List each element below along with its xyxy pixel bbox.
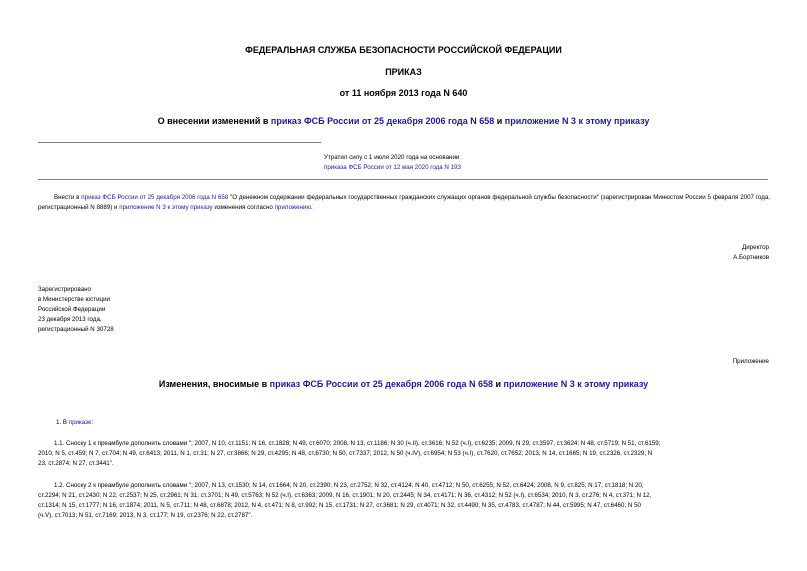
registration-line: Российской Федерации xyxy=(38,306,106,313)
title-prefix: О внесении изменений в xyxy=(157,116,271,126)
body-text-2: "О денежном содержании федеральных государственных гражданских служащих органов федеральной службы безопасности" (зарегистрирован Минюстом России 5 февраля 2007 года, регистрационный N 8889) и xyxy=(38,194,770,211)
divider-short xyxy=(38,142,321,143)
item-1-suffix: : xyxy=(91,419,94,426)
appendix-title-prefix: Изменения, вносимые в xyxy=(158,379,270,389)
appendix-title-middle: и xyxy=(492,379,504,389)
item-1-1-line: 23, ст.2874; N 27, ст.3441". xyxy=(38,460,114,467)
body-paragraph xyxy=(38,193,770,213)
body-text-1: Внести в xyxy=(54,194,82,201)
appendix-title xyxy=(0,379,807,389)
item-1-1-line: 2010, N 5, ст.459; N 7, ст.704; N 49, ст.6413; 2011, N 1, ст.31; N 27, ст.3866; N 29, ст.4295; N 48, ст.6730; N 50, ст.7337; 2012, N 50 (ч.IV), ст.6954; N 53 (ч.I), ст.7620, ст.7652; 2013, N 14, ст.1665; N 19, ст.2326, ст.2329; N xyxy=(38,450,653,457)
registration-block xyxy=(38,285,114,335)
signature-name: А.Бортников xyxy=(733,254,769,261)
item-1-1-line: 1.1. Сноску 1 к преамбуле дополнить словами "; 2007, N 10, ст.1151; N 16, ст.1828; N 49, ст.6070; 2008, N 13, ст.1186; N 30 (ч.II), ст.3616; N 52 (ч.I), ст.6235; 2009, N 29, ст.3597, ст.3624; N 48, ст.5719; N 51, ст.6159; xyxy=(54,440,661,447)
status-note-text: Утратил силу с 1 июля 2020 года на основании xyxy=(324,154,460,161)
item-1-1 xyxy=(38,439,660,469)
item-1-2-line: ст.1314; N 15, ст.1777; N 16, ст.1874; 2011, N 5, ст.711; N 48, ст.6878; 2012, N 4, ст.471; N 8, ст.992; N 15, ст.1731; N 27, ст.3681; N 29, ст.4071; N 32, ст.4490; N 35, ст.4783, ст.4787; N 44, ст.5995; N 47, ст.6460; N 50 xyxy=(38,502,641,509)
item-1-prefix: 1. В xyxy=(56,419,69,426)
signature-block xyxy=(733,243,769,263)
status-note xyxy=(324,153,461,173)
item-1 xyxy=(56,418,93,428)
registration-line: регистрационный N 30728 xyxy=(38,326,114,333)
body-link-order-658[interactable]: приказ ФСБ России от 25 декабря 2006 года N 658 xyxy=(81,194,229,201)
item-1-2-line: ст.2294; N 21, ст.2430; N 22, ст.2537; N 25, ст.2961; N 31, ст.3701; N 49, ст.5763; N 52 (ч.I), ст.6363; 2009, N 16, ст.1901; N 20, ст.2445; N 34, ст.4171; N 36, ст.4312; N 52 (ч.I), ст.6534; 2010, N 3, ст.276; N 4, ст.371; N 12, xyxy=(38,492,652,499)
registration-line: 23 декабря 2013 года, xyxy=(38,316,102,323)
body-link-appendix[interactable]: приложению xyxy=(274,204,311,211)
document-type: ПРИКАЗ xyxy=(385,67,422,77)
item-1-link-order[interactable]: приказе xyxy=(68,419,92,426)
item-1-2-line: 1.2. Сноску 2 к преамбуле дополнить словами "; 2007, N 13, ст.1530; N 14, ст.1664; N 20, ст.2390; N 23, ст.2752; N 32, ст.4124; N 40, ст.4712; N 50, ст.6255; N 52, ст.6424; 2008, N 9, ст.825; N 17, ст.1818; N 20, xyxy=(54,482,644,489)
signature-position: Директор xyxy=(742,244,769,251)
title-link-appendix-3[interactable]: приложение N 3 к этому приказу xyxy=(504,116,650,126)
item-1-2-line: (ч.V), ст.7013; N 51, ст.7169; 2013, N 3, ст.177; N 19, ст.2376; N 22, ст.2787". xyxy=(38,512,253,519)
document-date-number: от 11 ноября 2013 года N 640 xyxy=(339,88,468,98)
body-link-appendix-3[interactable]: приложение N 3 к этому приказу xyxy=(119,204,213,211)
body-text-4: . xyxy=(310,204,313,211)
item-1-2 xyxy=(38,481,651,521)
appendix-title-link-order-658[interactable]: приказ ФСБ России от 25 декабря 2006 года N 658 xyxy=(269,379,493,389)
title-middle: и xyxy=(494,116,505,126)
agency-name: ФЕДЕРАЛЬНАЯ СЛУЖБА БЕЗОПАСНОСТИ РОССИЙСКОЙ ФЕДЕРАЦИИ xyxy=(245,45,562,55)
registration-line: в Министерстве юстиции xyxy=(38,296,111,303)
title-link-order-658[interactable]: приказ ФСБ России от 25 декабря 2006 года N 658 xyxy=(270,116,495,126)
body-text-3: изменения согласно xyxy=(212,204,275,211)
document-title xyxy=(0,116,807,126)
status-note-link[interactable]: приказа ФСБ России от 12 мая 2020 года N 193 xyxy=(324,164,461,171)
divider-long xyxy=(38,179,768,180)
appendix-label: Приложение xyxy=(732,358,769,365)
registration-line: Зарегистрировано xyxy=(38,286,91,293)
appendix-title-link-appendix-3[interactable]: приложение N 3 к этому приказу xyxy=(503,379,649,389)
